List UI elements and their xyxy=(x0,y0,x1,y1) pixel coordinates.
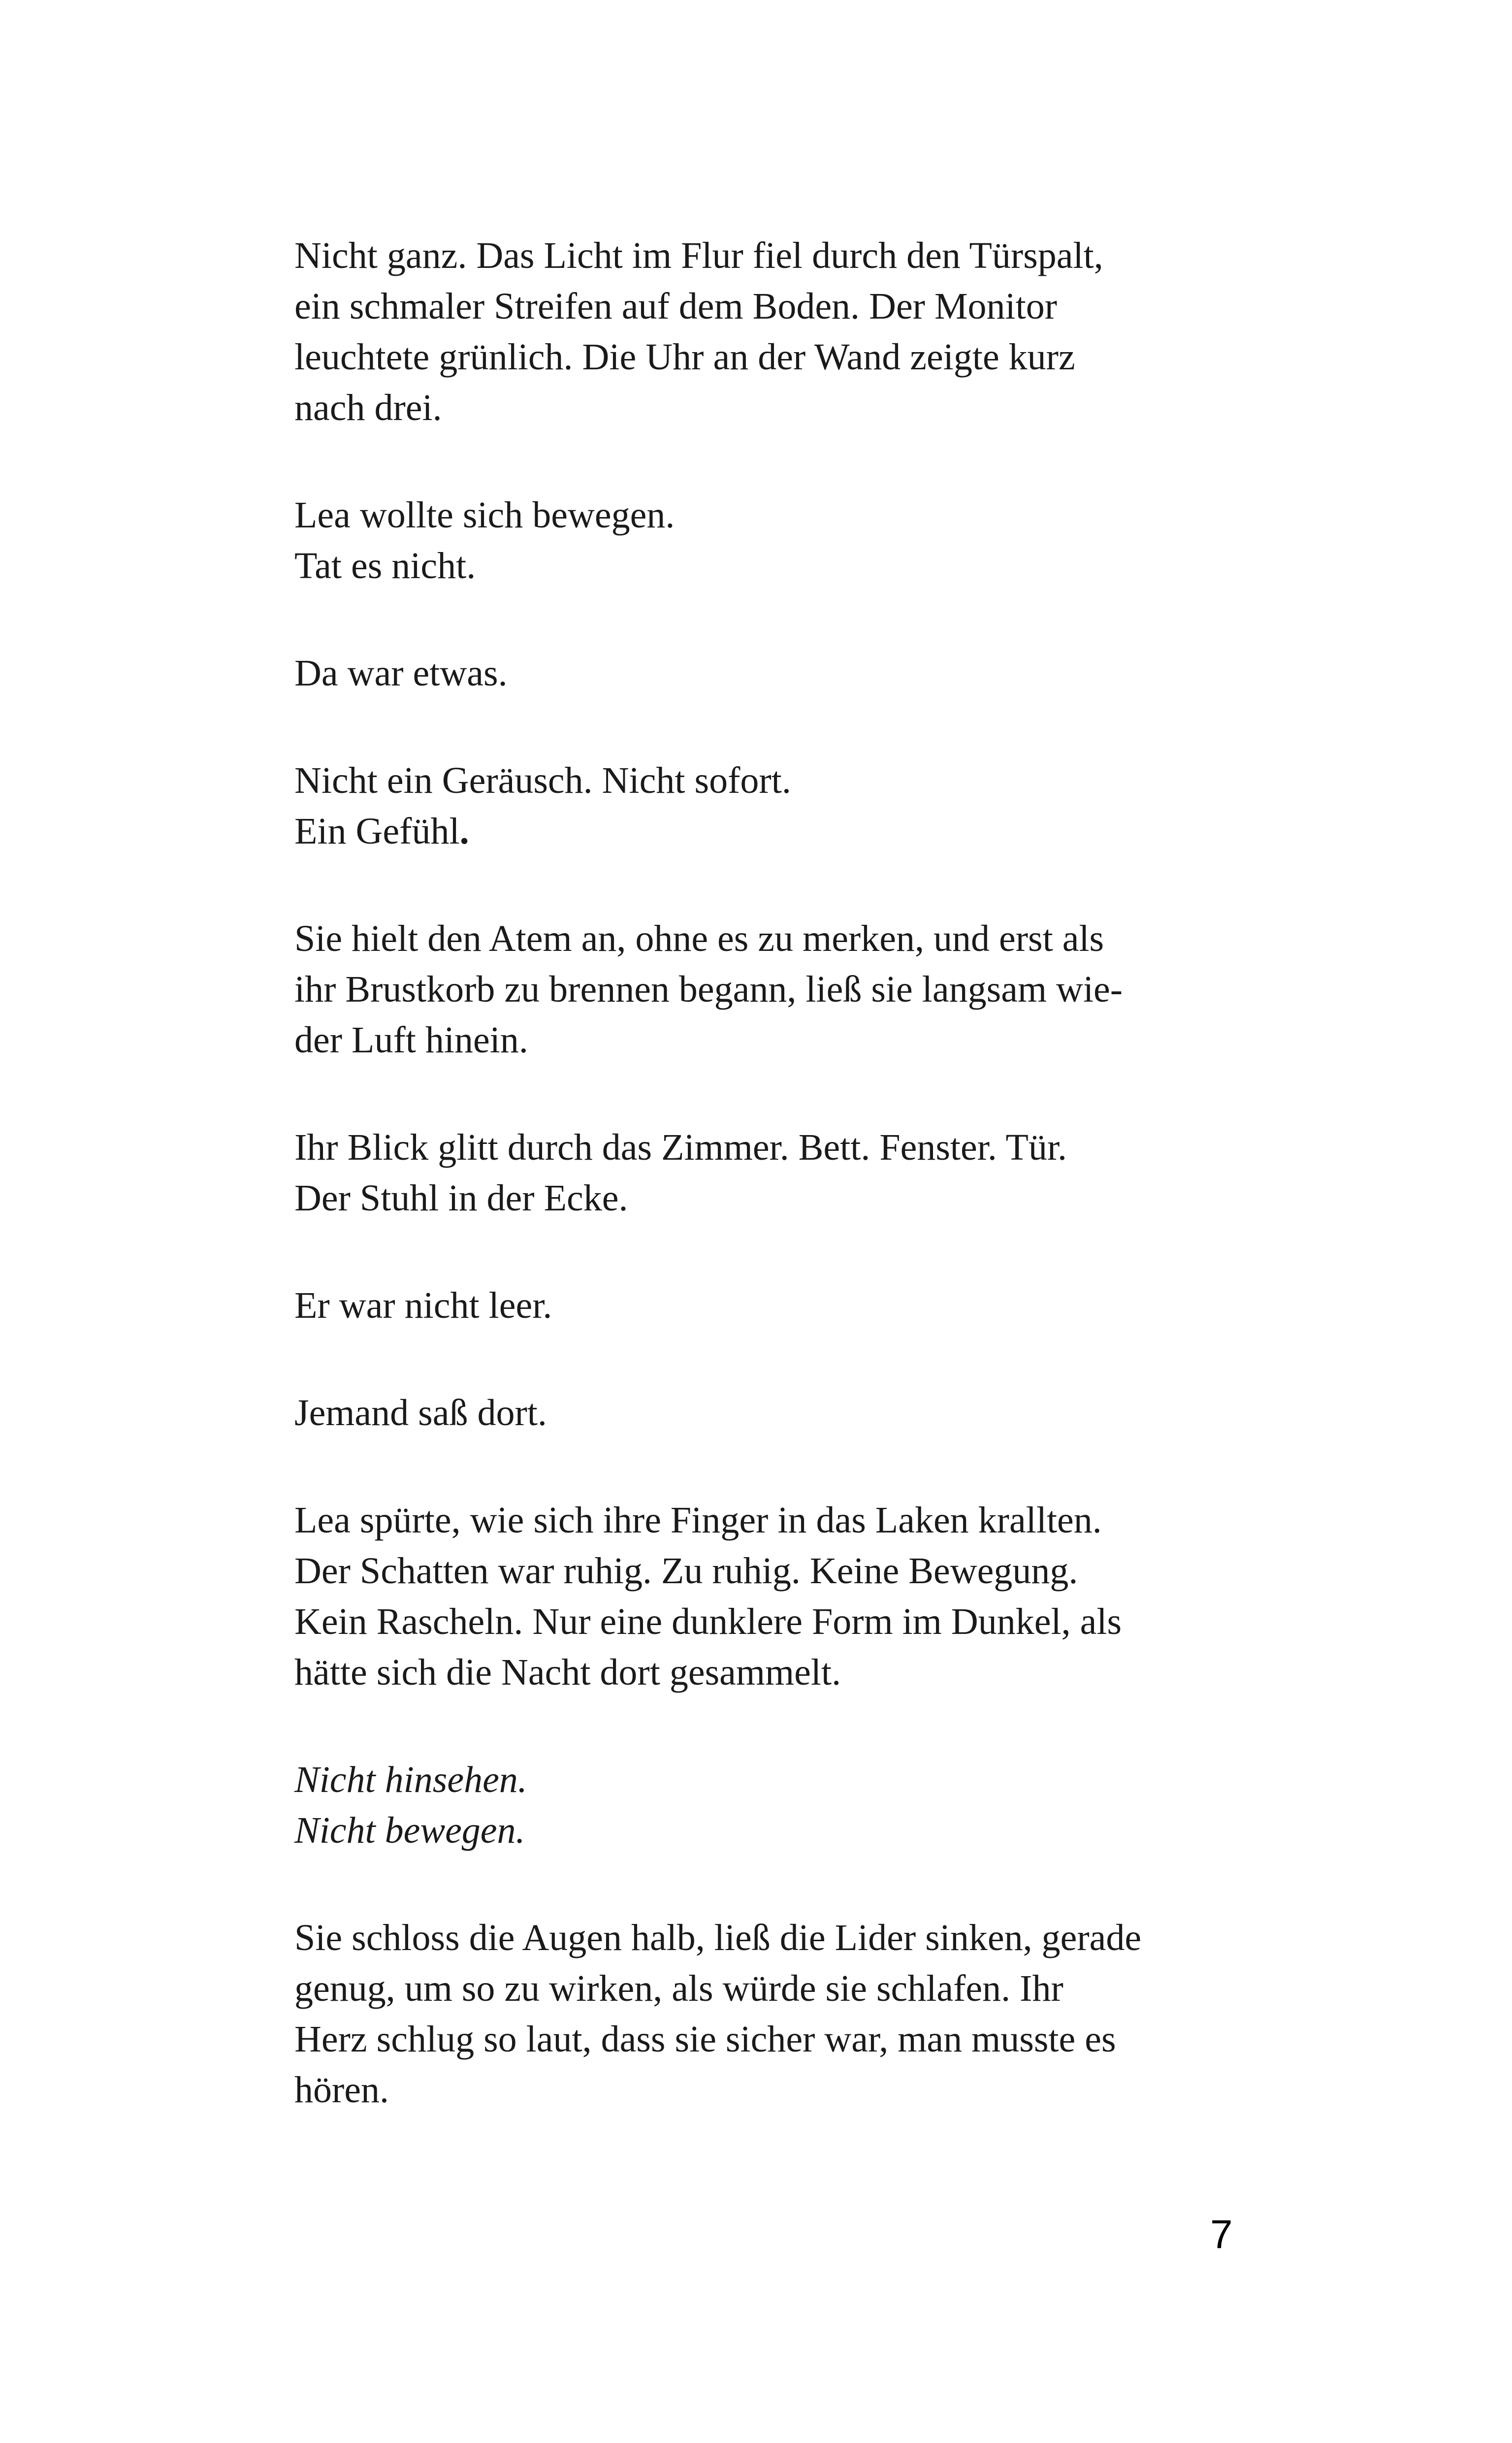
text-line: genug, um so zu wirken, als würde sie schlafen. Ihr xyxy=(294,1968,1063,2009)
paragraph xyxy=(294,755,1259,857)
text-line-content: Ein Gefühl xyxy=(294,811,460,852)
text-line: Tat es nicht. xyxy=(294,545,476,586)
text-line: Da war etwas. xyxy=(294,652,508,694)
paragraph xyxy=(294,1122,1259,1224)
text-line: Ihr Blick glitt durch das Zimmer. Bett. Fenster. Tür. xyxy=(294,1127,1067,1168)
text-line: Jemand saß dort. xyxy=(294,1392,547,1433)
text-line: Sie hielt den Atem an, ohne es zu merken, und erst als xyxy=(294,918,1104,959)
paragraph xyxy=(294,490,1259,591)
text-line: ihr Brustkorb zu brennen begann, ließ sie langsam wie- xyxy=(294,969,1123,1010)
text-line: hören. xyxy=(294,2069,389,2111)
text-line: Der Schatten war ruhig. Zu ruhig. Keine Bewegung. xyxy=(294,1550,1078,1592)
text-line: Nicht hinsehen. xyxy=(294,1759,527,1800)
text-line: Herz schlug so laut, dass sie sicher war, man musste es xyxy=(294,2019,1116,2060)
text-line: Lea wollte sich bewegen. xyxy=(294,494,675,536)
body-text xyxy=(294,230,1259,2172)
paragraph xyxy=(294,913,1259,1066)
paragraph xyxy=(294,648,1259,699)
text-line: Er war nicht leer. xyxy=(294,1285,552,1326)
text-line: Kein Rascheln. Nur eine dunklere Form im Dunkel, als xyxy=(294,1601,1122,1642)
text-line: nach drei. xyxy=(294,387,442,428)
italic-paragraph xyxy=(294,1755,1259,1856)
text-line: leuchtete grünlich. Die Uhr an der Wand zeigte kurz xyxy=(294,336,1075,378)
text-line xyxy=(294,806,1259,857)
paragraph xyxy=(294,1913,1259,2116)
text-line: der Luft hinein. xyxy=(294,1019,528,1061)
text-line: Lea spürte, wie sich ihre Finger in das Laken krallten. xyxy=(294,1499,1102,1541)
paragraph xyxy=(294,1388,1259,1438)
text-line: Sie schloss die Augen halb, ließ die Lider sinken, gerade xyxy=(294,1917,1142,1958)
paragraph xyxy=(294,1495,1259,1698)
paragraph xyxy=(294,230,1259,433)
text-line: Nicht bewegen. xyxy=(294,1810,525,1851)
text-line: Nicht ganz. Das Licht im Flur fiel durch den Türspalt, xyxy=(294,235,1103,276)
text-line: Der Stuhl in der Ecke. xyxy=(294,1177,628,1219)
text-line: Nicht ein Geräusch. Nicht sofort. xyxy=(294,760,791,801)
paragraph xyxy=(294,1280,1259,1331)
page-number: 7 xyxy=(1210,2212,1233,2257)
text-line: hätte sich die Nacht dort gesammelt. xyxy=(294,1652,841,1693)
text-line: ein schmaler Streifen auf dem Boden. Der Monitor xyxy=(294,286,1058,327)
bold-period: . xyxy=(459,811,469,852)
